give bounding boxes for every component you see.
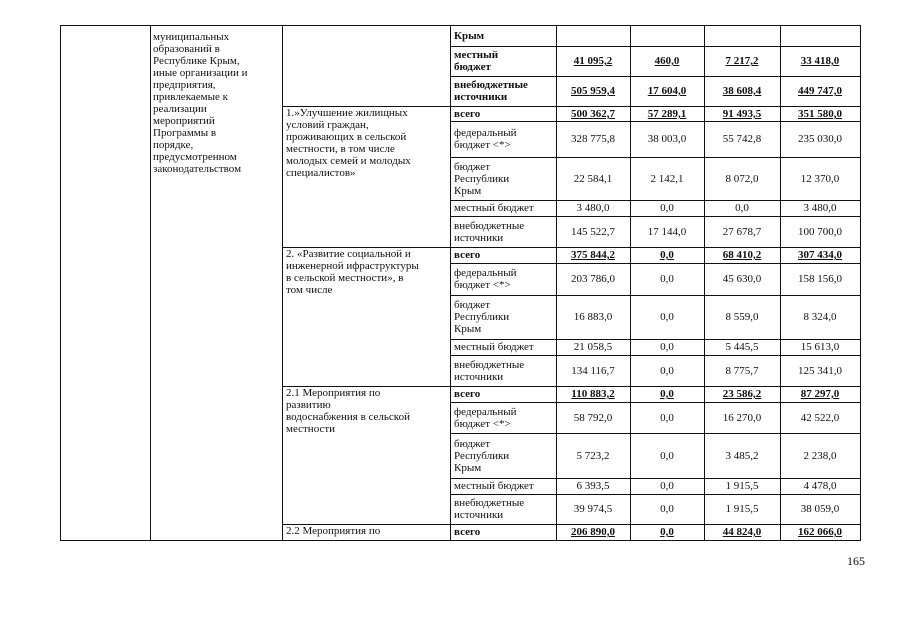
value-cell: 16 270,0 <box>722 412 762 424</box>
value-cell: 2 238,0 <box>803 450 837 462</box>
row-separator <box>450 494 861 495</box>
executor-text: муниципальных образований в Республике Крым, иные организации и предприятия, привлекаемые к реализации мероприятий Программы в порядке, предусмотренном законодательством <box>153 31 248 175</box>
value-cell: 39 974,5 <box>573 503 613 515</box>
value-cell: 158 156,0 <box>798 273 842 285</box>
value-cell: 0,0 <box>660 311 674 323</box>
value-cell: 55 742,8 <box>722 133 762 145</box>
funding-source-label: всего <box>454 249 481 261</box>
funding-source-label: федеральный бюджет <*> <box>454 406 517 430</box>
row-separator <box>450 433 861 434</box>
value-cell: 58 792,0 <box>573 412 613 424</box>
value-cell: 87 297,0 <box>800 388 840 400</box>
value-cell: 0,0 <box>660 526 674 538</box>
page-number: 165 <box>847 554 865 568</box>
funding-source-label: бюджет Республики Крым <box>454 161 510 197</box>
funding-source-label: всего <box>454 526 481 538</box>
value-cell: 16 883,0 <box>573 311 613 323</box>
value-cell: 21 058,5 <box>573 341 613 353</box>
value-cell: 91 493,5 <box>722 108 762 120</box>
value-cell: 23 586,2 <box>722 388 762 400</box>
value-cell: 1 915,5 <box>725 503 759 515</box>
funding-source-label: Крым <box>454 30 485 42</box>
value-cell: 0,0 <box>660 503 674 515</box>
value-cell: 42 522,0 <box>800 412 840 424</box>
value-cell: 235 030,0 <box>798 133 842 145</box>
value-cell: 0,0 <box>660 365 674 377</box>
value-cell: 5 445,5 <box>725 341 759 353</box>
value-cell: 38 608,4 <box>722 85 762 97</box>
value-cell: 110 883,2 <box>571 388 615 400</box>
row-separator <box>450 216 861 217</box>
value-cell: 0,0 <box>660 202 674 214</box>
value-cell: 100 700,0 <box>798 226 842 238</box>
value-cell: 375 844,2 <box>571 249 615 261</box>
funding-source-label: всего <box>454 388 481 400</box>
event-title: 1.»Улучшение жилищных условий граждан, проживающих в сельской местности, в том числе молодых семей и молодых специалистов» <box>286 107 411 179</box>
row-separator <box>450 402 861 403</box>
value-cell: 3 485,2 <box>725 450 759 462</box>
value-cell: 12 370,0 <box>800 173 840 185</box>
value-cell: 8 559,0 <box>725 311 759 323</box>
row-separator <box>450 200 861 201</box>
value-cell: 17 604,0 <box>647 85 687 97</box>
row-separator <box>450 339 861 340</box>
value-cell: 505 959,4 <box>571 85 615 97</box>
event-title: 2. «Развитие социальной и инженерной ифраструктуры в сельской местности», в том числе <box>286 248 419 296</box>
value-cell: 0,0 <box>660 341 674 353</box>
value-cell: 145 522,7 <box>571 226 615 238</box>
value-cell: 15 613,0 <box>800 341 840 353</box>
row-separator <box>450 540 861 541</box>
row-separator <box>450 295 861 296</box>
value-cell: 1 915,5 <box>725 480 759 492</box>
value-cell: 6 393,5 <box>576 480 610 492</box>
event-column-border <box>282 25 283 540</box>
executor-column-border <box>150 25 151 540</box>
outer-right-border <box>860 25 861 540</box>
row-separator <box>450 121 861 122</box>
value-cell: 27 678,7 <box>722 226 762 238</box>
funding-source-label: местный бюджет <box>454 49 499 73</box>
value-cell: 8 324,0 <box>803 311 837 323</box>
value-cell: 134 116,7 <box>571 365 615 377</box>
value-cell: 3 480,0 <box>576 202 610 214</box>
funding-source-label: всего <box>454 108 481 120</box>
row-separator <box>450 157 861 158</box>
value-cell: 307 434,0 <box>798 249 842 261</box>
funding-source-label: внебюджетные источники <box>454 359 525 383</box>
value-cell: 0,0 <box>660 480 674 492</box>
value-cell: 45 630,0 <box>722 273 762 285</box>
source-column-border <box>450 25 451 540</box>
value-cell: 41 095,2 <box>573 55 613 67</box>
value-cell: 44 824,0 <box>722 526 762 538</box>
value-cell: 3 480,0 <box>803 202 837 214</box>
value-cell: 8 775,7 <box>725 365 759 377</box>
value-cell: 57 289,1 <box>647 108 687 120</box>
value-cell: 0,0 <box>660 249 674 261</box>
value-cell: 2 142,1 <box>650 173 684 185</box>
value-cell: 206 890,0 <box>571 526 615 538</box>
value-cell: 460,0 <box>654 55 680 67</box>
value-cell: 0,0 <box>660 388 674 400</box>
value-cell: 17 144,0 <box>647 226 687 238</box>
value-cell: 162 066,0 <box>798 526 842 538</box>
row-separator <box>450 263 861 264</box>
row-separator <box>450 76 861 77</box>
funding-source-label: федеральный бюджет <*> <box>454 267 517 291</box>
value-cell: 203 786,0 <box>571 273 615 285</box>
value-cell: 8 072,0 <box>725 173 759 185</box>
funding-source-label: внебюджетные источники <box>454 220 525 244</box>
funding-source-label: бюджет Республики Крым <box>454 438 510 474</box>
value-cell: 38 003,0 <box>647 133 687 145</box>
value-cell: 328 775,8 <box>571 133 615 145</box>
value-cell: 449 747,0 <box>798 85 842 97</box>
value-cell: 33 418,0 <box>800 55 840 67</box>
value-cell: 4 478,0 <box>803 480 837 492</box>
value-cell: 68 410,2 <box>722 249 762 261</box>
value-cell: 500 362,7 <box>571 108 615 120</box>
funding-source-label: внебюджетные источники <box>454 497 525 521</box>
value-cell: 0,0 <box>735 202 749 214</box>
funding-source-label: местный бюджет <box>454 202 534 214</box>
value-cell: 0,0 <box>660 450 674 462</box>
funding-source-label: федеральный бюджет <*> <box>454 127 517 151</box>
row-separator <box>450 46 861 47</box>
value-cell: 38 059,0 <box>800 503 840 515</box>
table-top-border <box>60 25 861 26</box>
row-separator <box>450 355 861 356</box>
row-separator <box>450 478 861 479</box>
outer-left-border <box>60 25 61 540</box>
value-cell: 7 217,2 <box>725 55 759 67</box>
funding-source-label: местный бюджет <box>454 480 534 492</box>
event-title: 2.1 Мероприятия по развитию водоснабжения в сельской местности <box>286 387 410 435</box>
value-cell: 351 580,0 <box>798 108 842 120</box>
value-cell: 22 584,1 <box>573 173 613 185</box>
value-cell: 5 723,2 <box>576 450 610 462</box>
value-cell: 125 341,0 <box>798 365 842 377</box>
funding-source-label: бюджет Республики Крым <box>454 299 510 335</box>
funding-source-label: внебюджетные источники <box>454 79 528 103</box>
value-cell: 0,0 <box>660 412 674 424</box>
funding-source-label: местный бюджет <box>454 341 534 353</box>
value-cell: 0,0 <box>660 273 674 285</box>
event-title: 2.2 Мероприятия по <box>286 525 381 537</box>
